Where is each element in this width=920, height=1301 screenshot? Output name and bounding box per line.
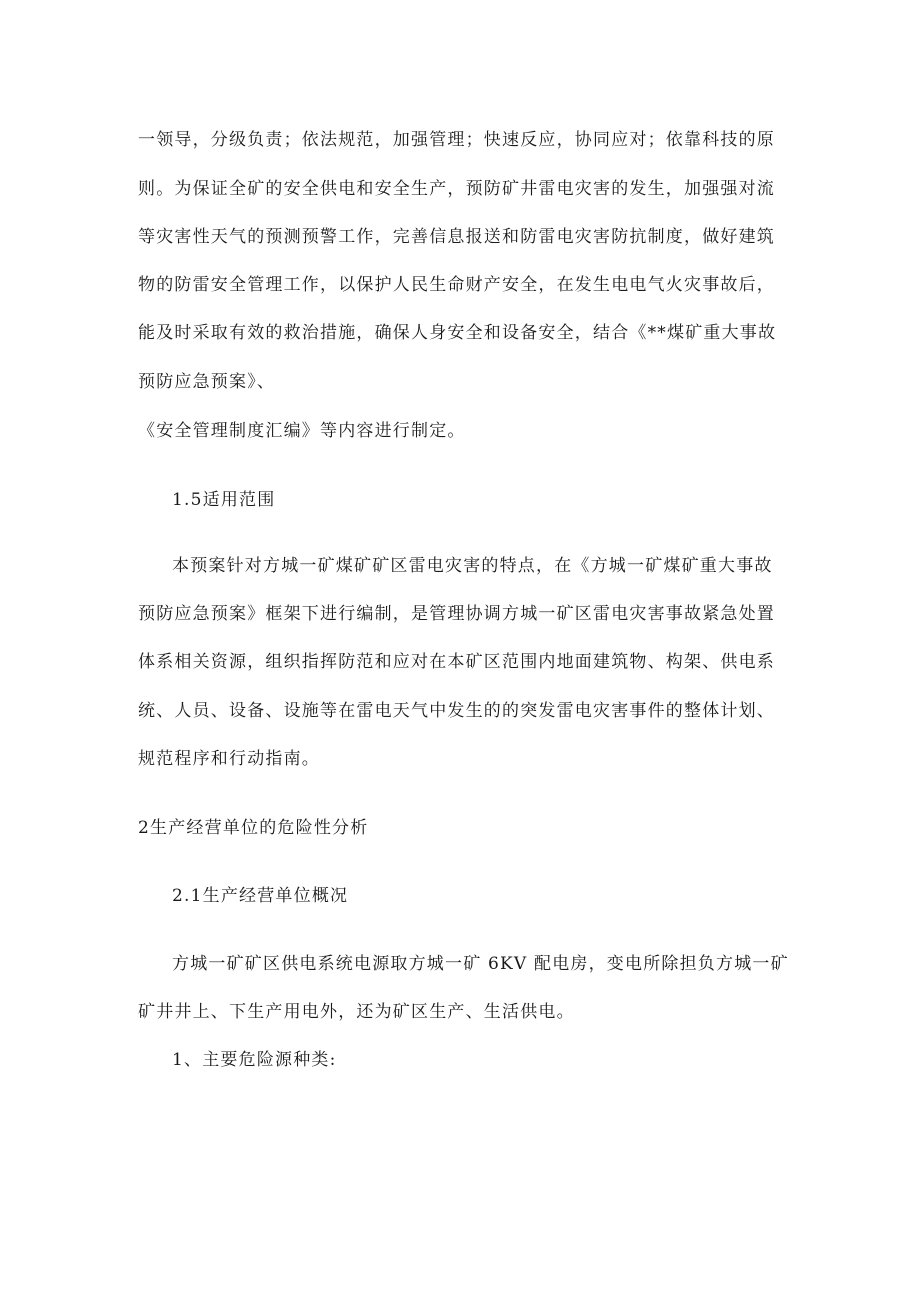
- intro-line-3: 等灾害性天气的预测预警工作，完善信息报送和防雷电灾害防抗制度，做好建筑: [138, 227, 775, 247]
- intro-line-5: 能及时采取有效的救治措施，确保人身安全和设备安全，结合《**煤矿重大事故: [138, 323, 777, 343]
- section-2-heading: 2生产经营单位的危险性分析: [138, 818, 369, 838]
- section-1-5-heading: 1.5适用范围: [172, 490, 276, 510]
- section-2-1-line-2: 矿井井上、下生产用电外，还为矿区生产、生活供电。: [138, 1002, 575, 1022]
- intro-line-1: 一领导，分级负责；依法规范，加强管理；快速反应，协同应对；依靠科技的原: [138, 130, 775, 150]
- section-2-1-heading: 2.1生产经营单位概况: [172, 886, 349, 906]
- hazard-list-item: 1、主要危险源种类:: [172, 1050, 337, 1070]
- section-1-5-line-2: 预防应急预案》框架下进行编制，是管理协调方城一矿区雷电灾害事故紧急处置: [138, 604, 775, 624]
- intro-line-2: 则。为保证全矿的安全供电和安全生产，预防矿井雷电灾害的发生，加强强对流: [138, 179, 775, 199]
- intro-line-4: 物的防雷安全管理工作，以保护人民生命财产安全，在发生电电气火灾事故后，: [138, 275, 775, 295]
- intro-line-6: 预防应急预案》、: [138, 372, 276, 392]
- section-1-5-line-1: 本预案针对方城一矿煤矿矿区雷电灾害的特点，在《方城一矿煤矿重大事故: [172, 556, 773, 576]
- intro-line-7: 《安全管理制度汇编》等内容进行制定。: [138, 421, 466, 441]
- section-1-5-line-3: 体系相关资源，组织指挥防范和应对在本矿区范围内地面建筑物、构架、供电系: [138, 652, 775, 672]
- section-1-5-line-4: 统、人员、设备、设施等在雷电天气中发生的的突发雷电灾害事件的整体计划、: [138, 701, 775, 721]
- section-1-5-line-5: 规范程序和行动指南。: [138, 749, 320, 769]
- section-2-1-line-1: 方城一矿矿区供电系统电源取方城一矿 6KV 配电房，变电所除担负方城一矿: [172, 954, 789, 974]
